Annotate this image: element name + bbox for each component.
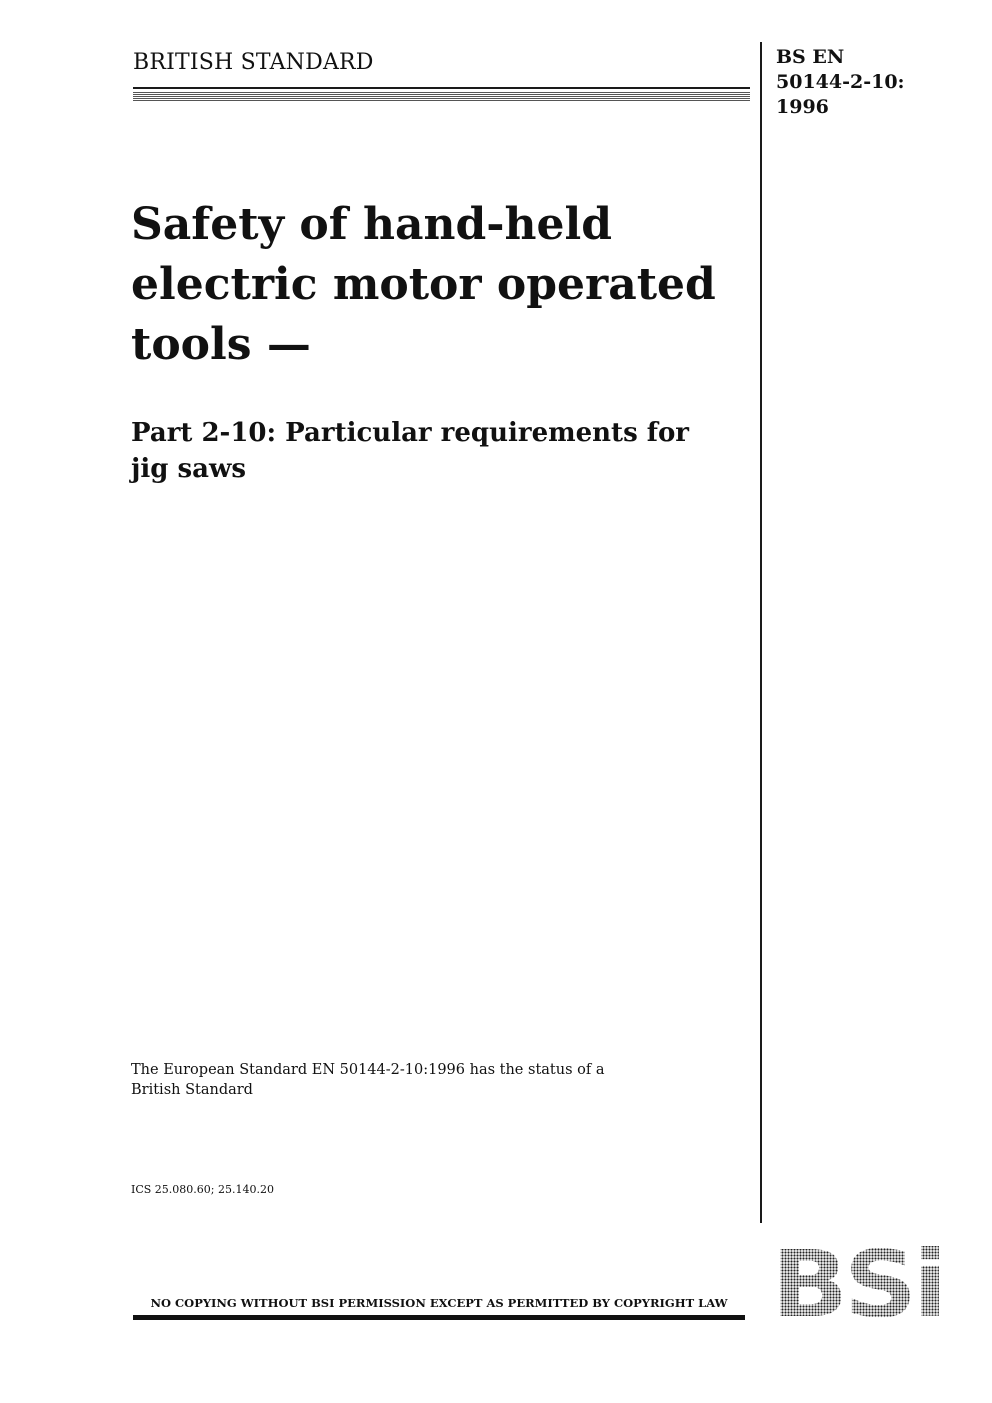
series-label: BRITISH STANDARD	[133, 50, 374, 75]
status-note-line: British Standard	[131, 1082, 253, 1098]
vertical-divider	[760, 42, 762, 1223]
title-line: Safety of hand-held	[131, 199, 612, 250]
standard-number-line: 1996	[776, 96, 829, 118]
subtitle-line: Part 2-10: Particular requirements for	[131, 418, 689, 448]
document-subtitle	[131, 415, 751, 487]
footer-rule	[133, 1315, 745, 1320]
status-note	[131, 1060, 691, 1100]
document-title	[131, 195, 751, 375]
ics-code: ICS 25.080.60; 25.140.20	[131, 1183, 274, 1196]
bsi-logo	[769, 1242, 945, 1324]
title-line: electric motor operated	[131, 259, 716, 310]
subtitle-line: jig saws	[131, 454, 247, 484]
header-rule-thick	[133, 92, 750, 101]
copyright-notice: NO COPYING WITHOUT BSI PERMISSION EXCEPT AS PERMITTED BY COPYRIGHT LAW	[150, 1296, 728, 1310]
standard-number-line: BS EN	[776, 46, 845, 68]
status-note-line: The European Standard EN 50144-2-10:1996 has the status of a	[131, 1062, 605, 1078]
standard-number	[776, 45, 905, 120]
standard-number-line: 50144-2-10:	[776, 71, 905, 93]
title-line: tools —	[131, 319, 311, 370]
header-rule	[133, 87, 750, 101]
